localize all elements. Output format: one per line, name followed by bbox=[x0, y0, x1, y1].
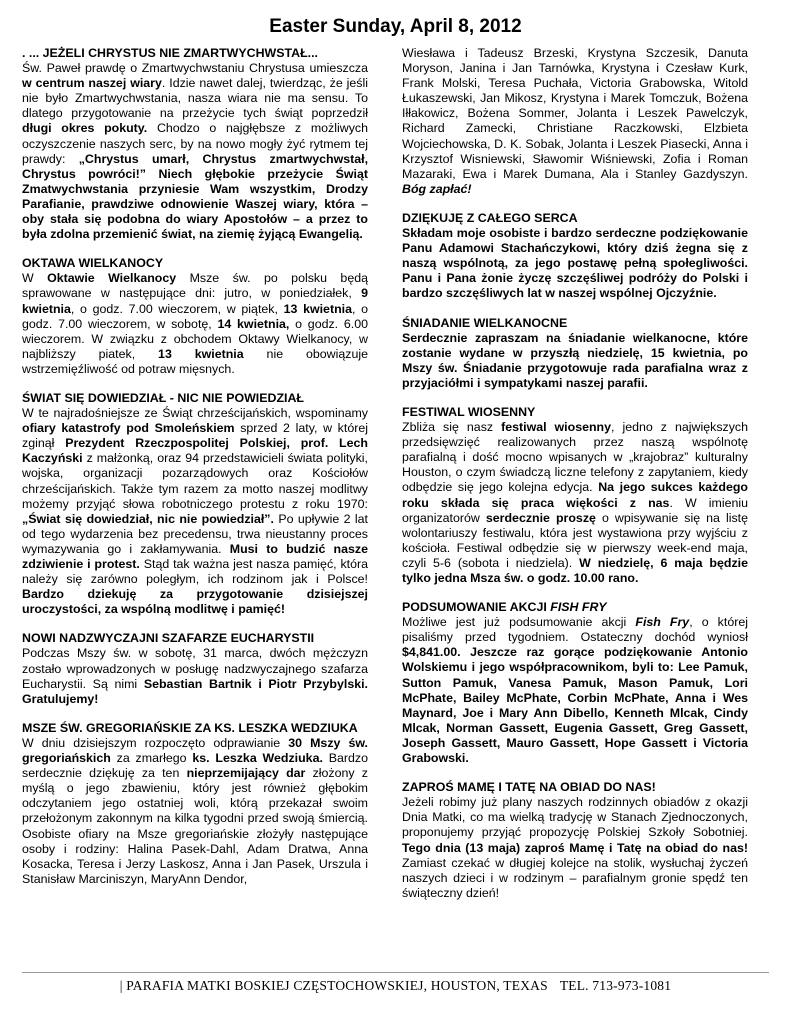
section-body: Wiesława i Tadeusz Brzeski, Krystyna Szczesik, Danuta Moryson, Janina i Jan Tarnówka, Krystyna i Czesław Kurk, Frank Molski, Teresa Puchała, Victoria Grabowska, Witold Łukaszewski, Jan Mikosz, Krystyna i Marek Tomczuk, Bożena Iłłakowicz, Bożena Sommer, Jolanta i Leszek Pawelczyk, Richard Zamecki, Christiane Raczkowski, Elzbieta Wojciechowska, D. K. Sobak, Jolanta i Leszek Piasecki, Anna i Krzysztof Wisniewski, Sławomir Wiśniewski, Zofia i Roman Mazaraki, Ewa i Marek Dumana, Ala i Stanley Gazdyszyn. Bóg zapłać! bbox=[402, 46, 748, 196]
section-body: Możliwe jest już podsumowanie akcji Fish Fry, o której pisaliśmy przed tygodniem. Ostateczny dochód wyniosł $4,841.00. Jeszcze raz gorące podziękowanie Antonio Wolskiemu i jego współpracownikom, byli to: Lee Pamuk, Sutton Pamuk, Vanesa Pamuk, Mason Pamuk, Lori McPhate, Bailey McPhate, Corbin McPhate, Anna i Wes Maynard, Joe i Mary Ann Dibello, Kenneth Mlcak, Cindy Mlcak, Norman Gassett, Eugenia Gassett, Greg Gassett, Joseph Gassett, Mauro Gassett, Hope Gassett i Victoria Grabowski. bbox=[402, 615, 748, 766]
footer-parish-name: | PARAFIA MATKI BOSKIEJ CZĘSTOCHOWSKIEJ, HOUSTON, TEXAS bbox=[119, 978, 548, 993]
section-heading: PODSUMOWANIE AKCJI FISH FRY bbox=[402, 600, 607, 615]
section-body: Jeżeli robimy już plany naszych rodzinnych obiadów z okazji Dnia Matki, co ma wielką tradycję w Stanach Zjednoczonych, proponujemy przyjąć propozycję Polskiej Szkoły Sobotniej. Tego dnia (13 maja) zaproś Mamę i Tatę na obiad do nas! Zamiast czekać w długiej kolejce na stolik, wysłuchaj życzeń naszych dzieci i w rodzinym – parafialnym gronie spędź ten świąteczny dzień! bbox=[402, 795, 748, 900]
section-heading: OKTAWA WIELKANOCY bbox=[22, 256, 164, 271]
left-column bbox=[22, 46, 368, 887]
section-body: W dniu dzisiejszym rozpoczęto odprawianie 30 Mszy św. gregoriańskich za zmarłego ks. Leszka Wedziuka. Bardzo serdecznie dziękuję za ten nieprzemijający dar złożony z myślą o jego zbawieniu, który jest również głębokim odczytaniem jego ostatniej woli, którą przekazał swoim przełożonym zakonnym na kilka tygodni przed swoją śmiercią. Osobiste ofiary na Msze gregoriańskie złożyły następujące osoby i rodziny: Halina Pasek-Dahl, Adam Dratwa, Anna Kosacka, Teresa i Jerzy Laskosz, Anna i Jan Pasek, Urszula i Stanisław Marciniszyn, MaryAnn Dendor, bbox=[22, 735, 369, 886]
section-body: W Oktawie Wielkanocy Msze św. po polsku będą sprawowane w następujące dni: jutro, w poniedziałek, 9 kwietnia, o godz. 7.00 wieczorem, w piątek, 13 kwietnia, o godz. 7.00 wieczorem, w sobotę, 14 kwietnia, o godz. 6.00 wieczorem. W związku z obchodem Oktawy Wielkanocy, w najbliższy piatek, 13 kwietnia nie obowiązuje wstrzemięźliwość od potraw mięsnych. bbox=[22, 271, 369, 376]
section-heading: DZIĘKUJĘ Z CAŁEGO SERCA bbox=[402, 210, 578, 225]
section-body: W te najradośniejsze ze Świąt chrześcijańskich, wspominamy ofiary katastrofy pod Smoleńskiem sprzed 2 laty, w której zginął Prezydent Rzeczpospolitej Polskiej, prof. Lech Kaczyński z małżonką, oraz 94 przedstawicieli świata polityki, wojska, organizacji pozarządowych oraz Kościołów chrześcijańskich. Także tym razem za motto naszej modlitwy możemy przyjąć słowa robotniczego protestu z roku 1970: „Świat się dowiedział, nic nie powiedział”. Po upływie 2 lat od tego wydarzenia bez precedensu, trwa nieustanny proces wymazywania go i zakłamywania. Musi to budzić nasze zdziwienie i protest. Stąd tak ważna jest nasza pamięć, która należy się zarówno poległym, ich rodzinom jak i Polsce! Bardzo dziekuję za przygotowanie dzisiejszej uroczystości, za wspólną modlitwę i pamięć! bbox=[22, 406, 368, 617]
section-heading: . ... JEŻELI CHRYSTUS NIE ZMARTWYCHWSTAŁ... bbox=[22, 46, 318, 60]
section-body: Serdecznie zapraszam na śniadanie wielkanocne, które zostanie wydane w przyszłą niedzielę, 15 kwietnia, po Mszy św. Śniadanie przygotowuje rada parafialna wraz z przyjaciółmi i sympatykami naszej parafii. bbox=[402, 330, 748, 390]
section-heading: ZAPROŚ MAMĘ I TATĘ NA OBIAD DO NAS! bbox=[402, 780, 656, 795]
footer-phone: TEL. 713-973-1081 bbox=[559, 978, 672, 993]
section-body: Składam moje osobiste i bardzo serdeczne podziękowanie Panu Adamowi Stachańczykowi, który dziś żegna się z naszą wspólnotą, za jego postawę pełną społegliwości. Panu i Pana żonie życzę szczęśliwej podróży do Polski i bardzo szczęśliwych lat w naszej wspólnej Ojczyźnie. bbox=[402, 226, 748, 301]
section-heading: FESTIWAL WIOSENNY bbox=[402, 404, 536, 419]
section-body: Podczas Mszy św. w sobotę, 31 marca, dwóch mężczyzn zostało wprowadzonych w posługę nadzwyczajnego szafarza Eucharystii. Są nimi Sebastian Bartnik i Piotr Przybylski. Gratulujemy! bbox=[22, 646, 368, 706]
section-heading: NOWI NADZWYCZAJNI SZAFARZE EUCHARYSTII bbox=[22, 631, 315, 646]
section-heading: ŚNIADANIE WIELKANOCNE bbox=[402, 315, 568, 330]
footer-divider bbox=[22, 972, 769, 973]
section-body: Zbliża się nasz festiwal wiosenny, jedno z największych przedsięwzięć realizowanych przez naszą wspólnotę parafialną i dość mocno wpisanych w „krajobraz” kulturalny Houston, o czym świadczą liczne telefony z zapytaniem, kiedy odbędzie się jego kolejna edycja. Na jego sukces każdego roku składa się praca więkości z nas. W imieniu organizatorów serdecznie proszę o wpisywanie się na listę wolontariuszy festiwalu, która jest wystawiona przy wyjściu z kościoła. Festiwal odbędzie się w pierwszy week-end maja, czyli 5-6 (sobota i niedziela). W niedzielę, 6 maja będzie tylko jedna Msza św. o godz. 10.00 rano. bbox=[402, 420, 748, 585]
right-column bbox=[402, 46, 748, 901]
section-body: Św. Paweł prawdę o Zmartwychwstaniu Chrystusa umieszcza w centrum naszej wiary. Idzie nawet dalej, twierdząc, że jeśli nie było Zmartwychwstania, nasza wiara nie ma sensu. To dlatego przygotowanie na przeżycie tych świąt poprzedził długi okres pokuty. Chodzo o najgłębsze z możliwych oczyszczenie naszych serc, by na nowo mogły żyć rytmem tej prawdy: „Chrystus umarł, Chrystus zmartwychwstał, Chrystus powróci!” Niech głębokie przeżycie Świąt Zmatwychwstania przyniesie Wam wszystkim, Drodzy Parafianie, prawdziwe odnowienie Waszej wiary, która – oby stała się podobna do wiary Apostołów – a przez to była zdolna przemienić świat, na ziemię żyjącą Ewangelią. bbox=[22, 61, 369, 242]
section-heading: ŚWIAT SIĘ DOWIEDZIAŁ - NIC NIE POWIEDZIAŁ bbox=[22, 390, 304, 405]
section-heading: MSZE ŚW. GREGORIAŃSKIE ZA KS. LESZKA WEDZIUKA bbox=[22, 720, 358, 735]
page-title: Easter Sunday, April 8, 2012 bbox=[269, 16, 522, 37]
footer bbox=[0, 978, 791, 994]
